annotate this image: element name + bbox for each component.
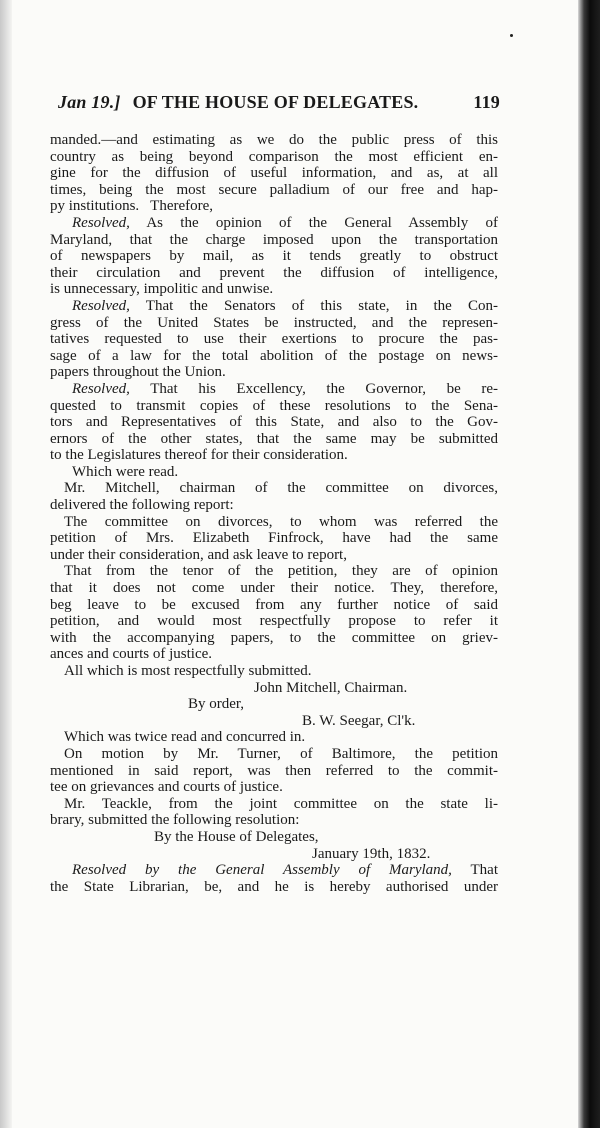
resolution-paragraph — [50, 215, 498, 232]
resolved-label: Resolved, — [72, 297, 130, 314]
page-left-edge — [0, 0, 12, 1128]
text-line: tors and Representatives of this State, and also to the Gov- — [50, 414, 498, 431]
text-line: with the accompanying papers, to the committee on griev- — [50, 629, 498, 646]
resolved-by-label: Resolved by the General Assembly of Maryland, — [72, 862, 452, 879]
text-line: As the opinion of the General Assembly of — [146, 214, 498, 231]
text-line: their circulation and prevent the diffusion of intelligence, — [50, 264, 498, 281]
text-line: Which was twice read and concurred in. — [64, 729, 306, 746]
book-binding-edge — [578, 0, 600, 1128]
text-line: to the Legislatures thereof for their consideration. — [50, 447, 348, 464]
text-line: petition of Mrs. Elizabeth Finfrock, have had the same — [50, 530, 498, 547]
text-line: tee on grievances and courts of justice. — [50, 779, 283, 796]
resolution-paragraph — [50, 381, 498, 398]
text-line: that it does not come under their notice. They, therefore, — [50, 580, 498, 597]
page-body — [50, 132, 498, 895]
text-line: Which were read. — [72, 463, 179, 480]
text-line: gine for the diffusion of useful information, and as, at all — [50, 165, 498, 182]
header-date: Jan 19.] — [58, 92, 121, 112]
text-line: beg leave to be excused from any further notice of said — [50, 596, 498, 613]
resolution-date: January 19th, 1832. — [312, 845, 431, 862]
clerk-signature: B. W. Seegar, Cl'k. — [302, 712, 416, 729]
resolution-paragraph — [50, 862, 498, 879]
running-header — [58, 92, 500, 113]
text-line: That from the tenor of the petition, they are of opinion — [64, 563, 498, 580]
text-line: is unnecessary, impolitic and unwise. — [50, 281, 274, 298]
scan-speck — [510, 34, 513, 37]
text-line: py institutions. Therefore, — [50, 198, 214, 215]
by-order-line: By order, — [188, 696, 245, 713]
text-line: quested to transmit copies of these resolutions to the Sena- — [50, 397, 498, 414]
text-line: That — [470, 862, 498, 879]
text-line: the State Librarian, be, and he is hereby authorised under — [50, 878, 498, 895]
text-line: papers throughout the Union. — [50, 364, 226, 381]
text-line: of newspapers by mail, as it tends greatly to obstruct — [50, 248, 498, 265]
text-line: petition, and would most respectfully propose to refer it — [50, 613, 498, 630]
text-line: ances and courts of justice. — [50, 646, 213, 663]
text-line: manded.—and estimating as we do the public press of this — [50, 132, 498, 148]
text-line: delivered the following report: — [50, 497, 234, 514]
text-line: gress of the United States be instructed, and the represen- — [50, 314, 498, 331]
chairman-signature: John Mitchell, Chairman. — [254, 679, 408, 696]
text-line: Maryland, that the charge imposed upon the transportation — [50, 231, 498, 248]
text-line: mentioned in said report, was then referred to the commit- — [50, 762, 498, 779]
text-line: That the Senators of this state, in the Con- — [145, 297, 498, 314]
house-heading: By the House of Delegates, — [154, 828, 319, 845]
text-line: sage of a law for the total abolition of the postage on news- — [50, 347, 498, 364]
text-line: All which is most respectfully submitted. — [64, 663, 312, 679]
text-line: brary, submitted the following resolution: — [50, 812, 300, 829]
text-line: country as being beyond comparison the most efficient en- — [50, 148, 498, 165]
text-line: The committee on divorces, to whom was referred the — [64, 513, 498, 530]
text-line: ernors of the other states, that the same may be submitted — [50, 430, 498, 447]
header-title: OF THE HOUSE OF DELEGATES. — [132, 92, 419, 112]
text-line: tatives requested to use their exertions to procure the pas- — [50, 331, 498, 348]
resolution-paragraph — [50, 298, 498, 315]
text-line: under their consideration, and ask leave to report, — [50, 546, 347, 563]
text-line: On motion by Mr. Turner, of Baltimore, the petition — [64, 745, 498, 762]
text-line: Mr. Teackle, from the joint committee on the state li- — [64, 795, 498, 812]
page-number: 119 — [473, 92, 500, 112]
resolved-label: Resolved, — [72, 380, 130, 397]
text-line: Mr. Mitchell, chairman of the committee on divorces, — [64, 480, 498, 497]
resolved-label: Resolved, — [72, 214, 130, 231]
text-line: That his Excellency, the Governor, be re- — [150, 380, 498, 397]
text-line: times, being the most secure palladium of our free and hap- — [50, 181, 498, 198]
